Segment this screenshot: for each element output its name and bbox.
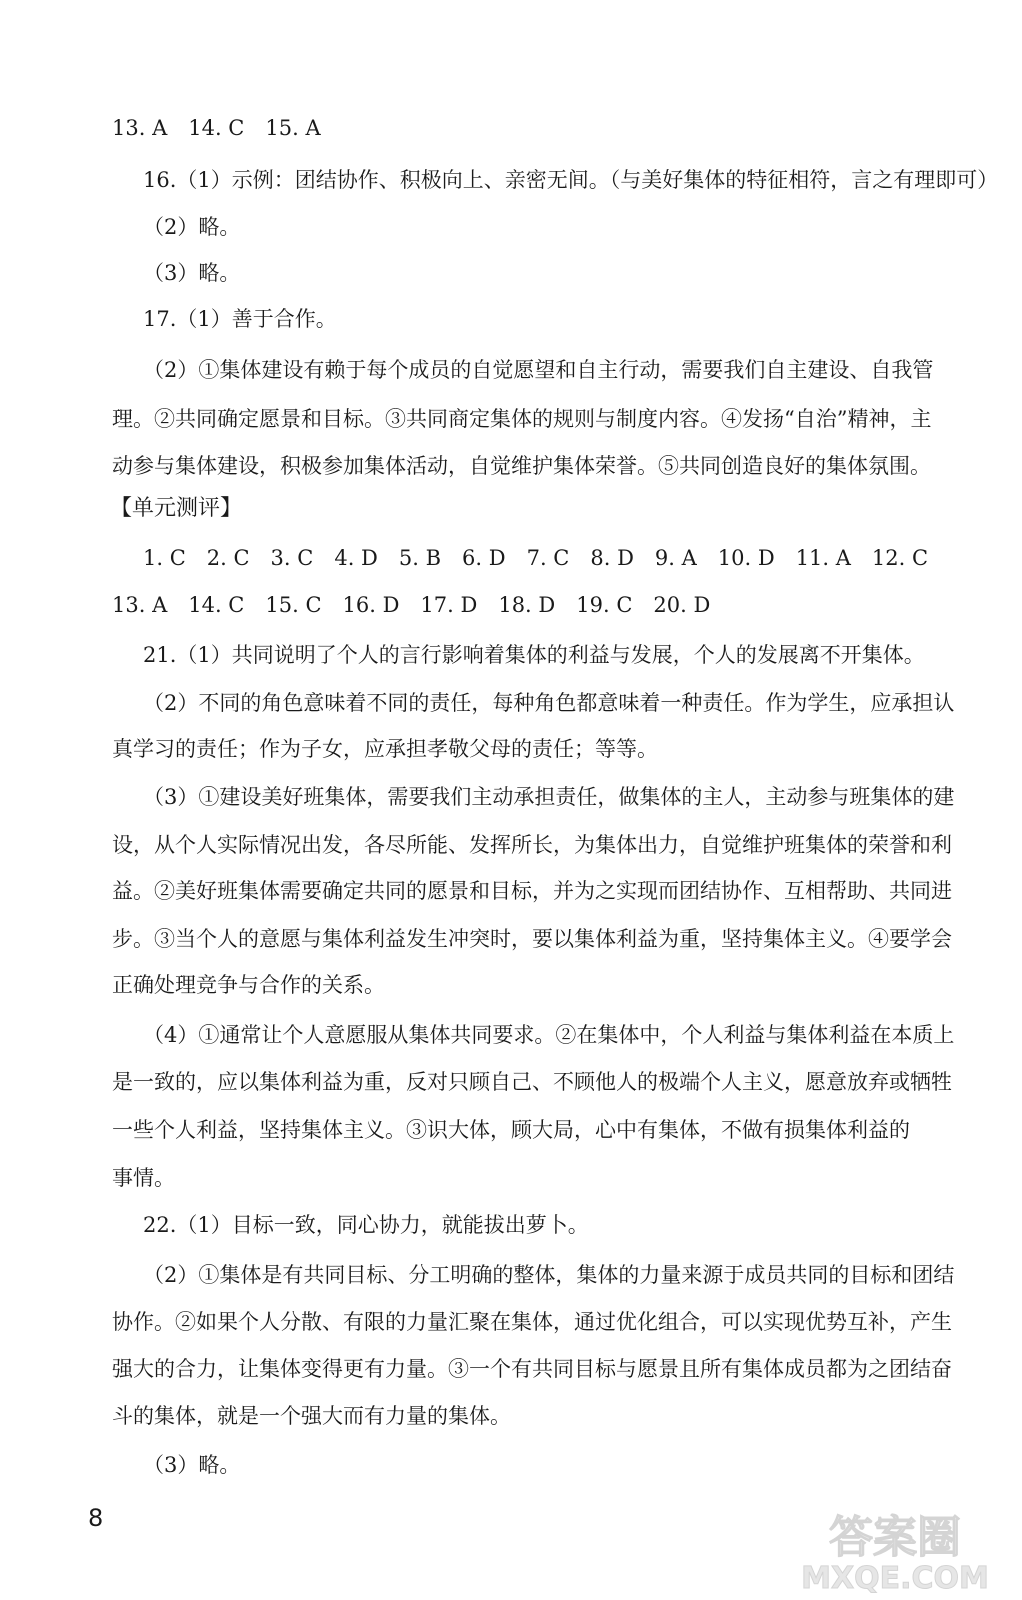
answer-21-3-line4: 步。③当个人的意愿与集体利益发生冲突时，要以集体利益为重，坚持集体主义。④要学会 — [112, 927, 952, 951]
answer-21-4-line1: （4）①通常让个人意愿服从集体共同要求。②在集体中，个人利益与集体利益在本质上 — [143, 1023, 955, 1047]
answer-17-2-line1: （2）①集体建设有赖于每个成员的自觉愿望和自主行动，需要我们自主建设、自我管 — [143, 358, 934, 382]
answer-16-2: （2）略。 — [143, 215, 241, 239]
answer-22-2-line4: 斗的集体，就是一个强大而有力量的集体。 — [112, 1404, 511, 1428]
answer-21-4-line3: 一些个人利益，坚持集体主义。③识大体，顾大局，心中有集体，不做有损集体利益的 — [112, 1118, 910, 1142]
answer-21-3-line3: 益。②美好班集体需要确定共同的愿景和目标，并为之实现而团结协作、互相帮助、共同进 — [112, 879, 952, 903]
answer-21-3-line1: （3）①建设美好班集体，需要我们主动承担责任，做集体的主人，主动参与班集体的建 — [143, 785, 955, 809]
watermark-logo — [795, 1500, 1000, 1595]
answer-line-13-15: 13. A 14. C 15. A — [112, 116, 321, 140]
answer-21-3-line5: 正确处理竞争与合作的关系。 — [112, 973, 385, 997]
answer-line-1-12: 1. C 2. C 3. C 4. D 5. B 6. D 7. C 8. D 9. A 10. D 11. A 12. C — [143, 546, 929, 570]
answer-22-2-line2: 协作。②如果个人分散、有限的力量汇聚在集体，通过优化组合，可以实现优势互补，产生 — [112, 1310, 952, 1334]
answer-17-1: 17.（1）善于合作。 — [143, 307, 337, 331]
answer-16-3: （3）略。 — [143, 261, 241, 285]
answer-21-4-line2: 是一致的，应以集体利益为重，反对只顾自己、不顾他人的极端个人主义，愿意放弃或牺牲 — [112, 1070, 952, 1094]
watermark-text-top: 答案圈 — [829, 1512, 961, 1563]
page-number: 8 — [88, 1504, 104, 1532]
answer-17-2-line3: 动参与集体建设，积极参加集体活动，自觉维护集体荣誉。⑤共同创造良好的集体氛围。 — [112, 454, 931, 478]
answer-22-1: 22.（1）目标一致，同心协力，就能拔出萝卜。 — [143, 1213, 589, 1237]
answer-16-1: 16.（1）示例：团结协作、积极向上、亲密无间。（与美好集体的特征相符，言之有理即可） — [143, 168, 999, 192]
answer-17-2-line2: 理。②共同确定愿景和目标。③共同商定集体的规则与制度内容。④发扬“自治”精神，主 — [112, 407, 932, 431]
answer-21-1: 21.（1）共同说明了个人的言行影响着集体的利益与发展，个人的发展离不开集体。 — [143, 643, 925, 667]
answer-22-2-line3: 强大的合力，让集体变得更有力量。③一个有共同目标与愿景且所有集体成员都为之团结奋 — [112, 1357, 952, 1381]
answer-21-3-line2: 设，从个人实际情况出发，各尽所能、发挥所长，为集体出力，自觉维护班集体的荣誉和利 — [112, 833, 952, 857]
answer-line-13-20: 13. A 14. C 15. C 16. D 17. D 18. D 19. C 20. D — [112, 593, 711, 617]
answer-21-4-line4: 事情。 — [112, 1166, 175, 1190]
answer-21-2-line1: （2）不同的角色意味着不同的责任，每种角色都意味着一种责任。作为学生，应承担认 — [143, 691, 955, 715]
answer-22-2-line1: （2）①集体是有共同目标、分工明确的整体，集体的力量来源于成员共同的目标和团结 — [143, 1263, 955, 1287]
section-heading-unit-test: 【单元测评】 — [110, 496, 243, 521]
watermark-text-bottom: MXQE.COM — [801, 1561, 989, 1595]
answer-22-3: （3）略。 — [143, 1453, 241, 1477]
answer-21-2-line2: 真学习的责任；作为子女，应承担孝敬父母的责任；等等。 — [112, 737, 658, 761]
